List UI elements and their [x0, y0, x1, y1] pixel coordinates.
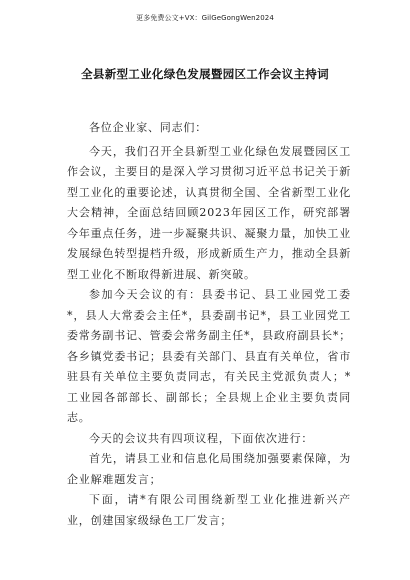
document-body [67, 118, 351, 531]
paragraph-agenda-item-1: 首先，请县工业和信息化局围绕加强要素保障，为企业解难题发言； [67, 452, 351, 486]
header-note: 更多免费公文+VX：GilGeGongWen2024 [136, 14, 274, 22]
paragraph-agenda: 今天的会议共有四项议程，下面依次进行： [89, 431, 314, 445]
salutation: 各位企业家、同志们： [89, 121, 207, 134]
paragraph-attendees: 参加今天会议的有：县委书记、县工业园党工委*，县人大常委会主任*，县委副书记*，县工业园党工委常务副书记、管委会常务副主任*，县政府副县长*；各乡镇党委书记；县委有关部门、县直有关单位，省市驻县有关单位主要负责同志，有关民主党派负责人；*工业园各部部长、副部长；全县规上企业主要负责同志。 [67, 288, 351, 424]
paragraph-opening: 今天，我们召开全县新型工业化绿色发展暨园区工作会议，主要目的是深入学习贯彻习近平总书记关于新型工业化的重要论述，认真贯彻全国、全省新型工业化大会精神，全面总结回顾2023年园区工作，研究部署今年重点任务，进一步凝聚共识、凝聚力量，加快工业发展绿色转型提档升级，形成新质生产力，推动全县新型工业化不断取得新进展、新突破。 [67, 144, 351, 281]
document-title: 全县新型工业化绿色发展暨园区工作会议主持词 [81, 67, 329, 81]
paragraph-agenda-item-2: 下面，请*有限公司围绕新型工业化推进新兴产业，创建国家级绿色工厂发言； [67, 493, 351, 527]
